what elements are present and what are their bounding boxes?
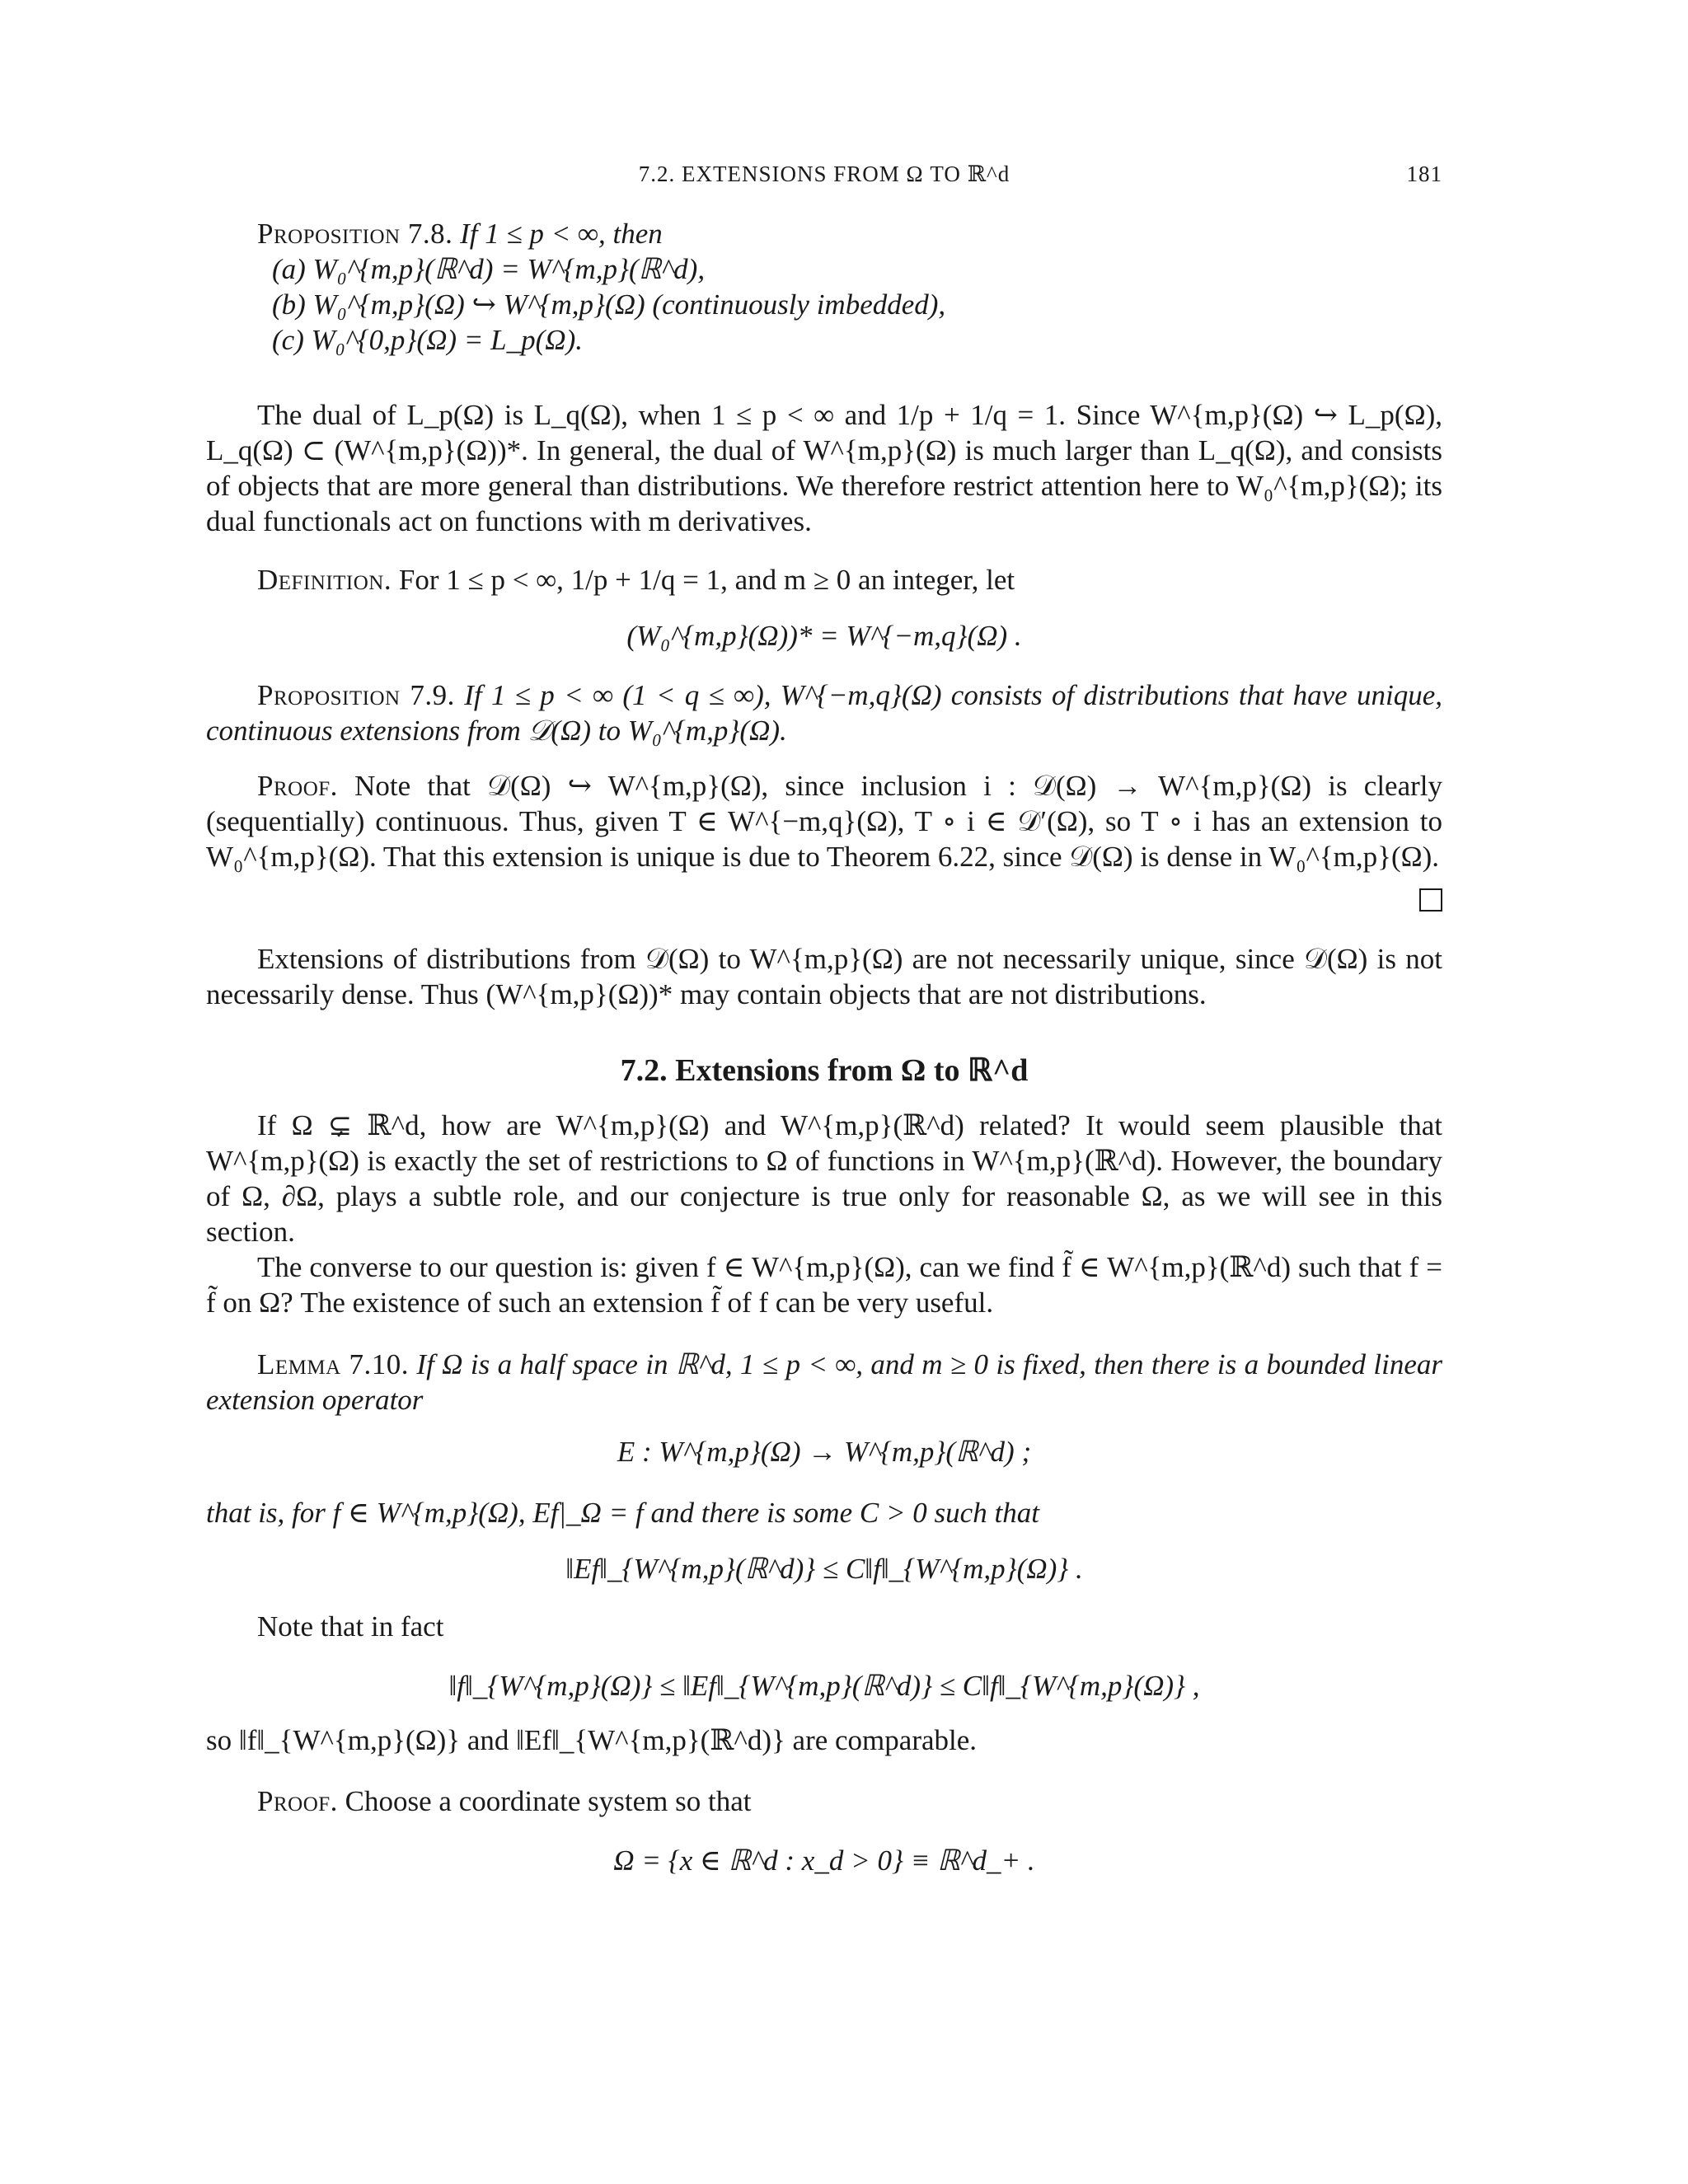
definition-equation: (W₀^{m,p}(Ω))* = W^{−m,q}(Ω) . [626,620,1022,652]
page-number: 181 [1406,162,1442,186]
qed-box-icon [1419,888,1442,912]
prop-7-9-label: Proposition 7.9. [257,679,455,711]
lemma-equation-operator: E : W^{m,p}(Ω) → W^{m,p}(ℝ^d) ; [617,1436,1032,1468]
paragraph-relation-text: If Ω ⊊ ℝ^d, how are W^{m,p}(Ω) and W^{m,p}(ℝ^d) related? It would seem plausible that W^{m,p}(Ω) is exactly the set of restrictions to Ω of functions in W^{m,p}(ℝ^d). However, the boundary of Ω, ∂Ω, plays a subtle role, and our conjecture is true only for reasonable Ω, as we will see in this section. [206,1109,1442,1248]
paragraph-extensions [206,941,1442,1012]
proof-7-10-equation: Ω = {x ∈ ℝ^d : x_d > 0} ≡ ℝ^d_+ . [613,1844,1035,1877]
definition [206,562,1442,598]
paragraph-dual-text: The dual of L_p(Ω) is L_q(Ω), when 1 ≤ p < ∞ and 1/p + 1/q = 1. Since W^{m,p}(Ω) ↪ L_p(Ω), L_q(Ω) ⊂ (W^{m,p}(Ω))*. In general, the dual of W^{m,p}(Ω) is much larger than L_q(Ω), and consists of objects that are more general than distributions. We therefore restrict attention here to W₀^{m,p}(Ω); its dual functionals act on functions with m derivatives. [206,399,1442,537]
note-after: so ‖f‖_{W^{m,p}(Ω)} and ‖Ef‖_{W^{m,p}(ℝ^d)} are comparable. [206,1724,978,1756]
proof-7-10-text: Choose a coordinate system so that [345,1785,752,1817]
proof-7-9-label: Proof. [257,770,338,802]
lemma-that-is: that is, for f ∈ W^{m,p}(Ω), Ef|_Ω = f and there is some C > 0 such that [206,1497,1039,1529]
prop-7-8-statement: If 1 ≤ p < ∞, then [460,218,663,250]
proof-7-10 [206,1783,1442,1819]
note-equation: ‖f‖_{W^{m,p}(Ω)} ≤ ‖Ef‖_{W^{m,p}(ℝ^d)} ≤ C‖f‖_{W^{m,p}(Ω)} , [448,1670,1200,1702]
paragraph-relation [206,1108,1442,1320]
proposition-7-8 [206,216,1442,358]
note-text: Note that in fact [257,1610,444,1643]
proof-7-9-text: Note that 𝒟(Ω) ↪ W^{m,p}(Ω), since inclusion i : 𝒟(Ω) → W^{m,p}(Ω) is clearly (sequentially) continuous. Thus, given T ∈ W^{−m,q}(Ω), T ∘ i ∈ 𝒟′(Ω), so T ∘ i has an extension to W₀^{m,p}(Ω). That this extension is unique is due to Theorem 6.22, since 𝒟(Ω) is dense in W₀^{m,p}(Ω). [206,770,1443,873]
note [206,1609,1442,1644]
definition-text: For 1 ≤ p < ∞, 1/p + 1/q = 1, and m ≥ 0 an integer, let [398,564,1015,596]
running-title: 7.2. EXTENSIONS FROM Ω TO ℝ^d [638,162,1010,186]
prop-7-8-item-a: (a) W₀^{m,p}(ℝ^d) = W^{m,p}(ℝ^d), [272,253,706,285]
lemma-7-10-statement: If Ω is a half space in ℝ^d, 1 ≤ p < ∞, and m ≥ 0 is fixed, then there is a bounded linear extension operator [206,1348,1442,1416]
prop-7-8-item-c: (c) W₀^{0,p}(Ω) = L_p(Ω). [272,324,584,356]
proof-7-10-label: Proof. [257,1785,338,1817]
prop-7-8-label: Proposition 7.8. [257,218,453,250]
lemma-equation-bound: ‖Ef‖_{W^{m,p}(ℝ^d)} ≤ C‖f‖_{W^{m,p}(Ω)} . [565,1553,1083,1585]
lemma-7-10 [206,1347,1442,1418]
lemma-7-10-label: Lemma 7.10. [257,1348,410,1380]
paragraph-dual [206,397,1442,539]
prop-7-8-item-b: (b) W₀^{m,p}(Ω) ↪ W^{m,p}(Ω) (continuously imbedded), [272,288,946,321]
section-heading: 7.2. Extensions from Ω to ℝ^d [620,1053,1029,1088]
prop-7-9-statement: If 1 ≤ p < ∞ (1 < q ≤ ∞), W^{−m,q}(Ω) consists of distributions that have unique, continuous extensions from 𝒟(Ω) to W₀^{m,p}(Ω). [206,679,1442,747]
proof-7-9 [206,768,1442,874]
running-head [206,162,1442,194]
paragraph-extensions-text: Extensions of distributions from 𝒟(Ω) to W^{m,p}(Ω) are not necessarily unique, since 𝒟(Ω) is not necessarily dense. Thus (W^{m,p}(Ω))* may contain objects that are not distributions. [206,943,1442,1010]
paragraph-converse-text: The converse to our question is: given f ∈ W^{m,p}(Ω), can we find f̃ ∈ W^{m,p}(ℝ^d) such that f = f̃ on Ω? The existence of such an extension f̃ of f can be very useful. [206,1251,1442,1319]
proposition-7-9 [206,677,1442,748]
definition-label: Definition. [257,564,392,596]
